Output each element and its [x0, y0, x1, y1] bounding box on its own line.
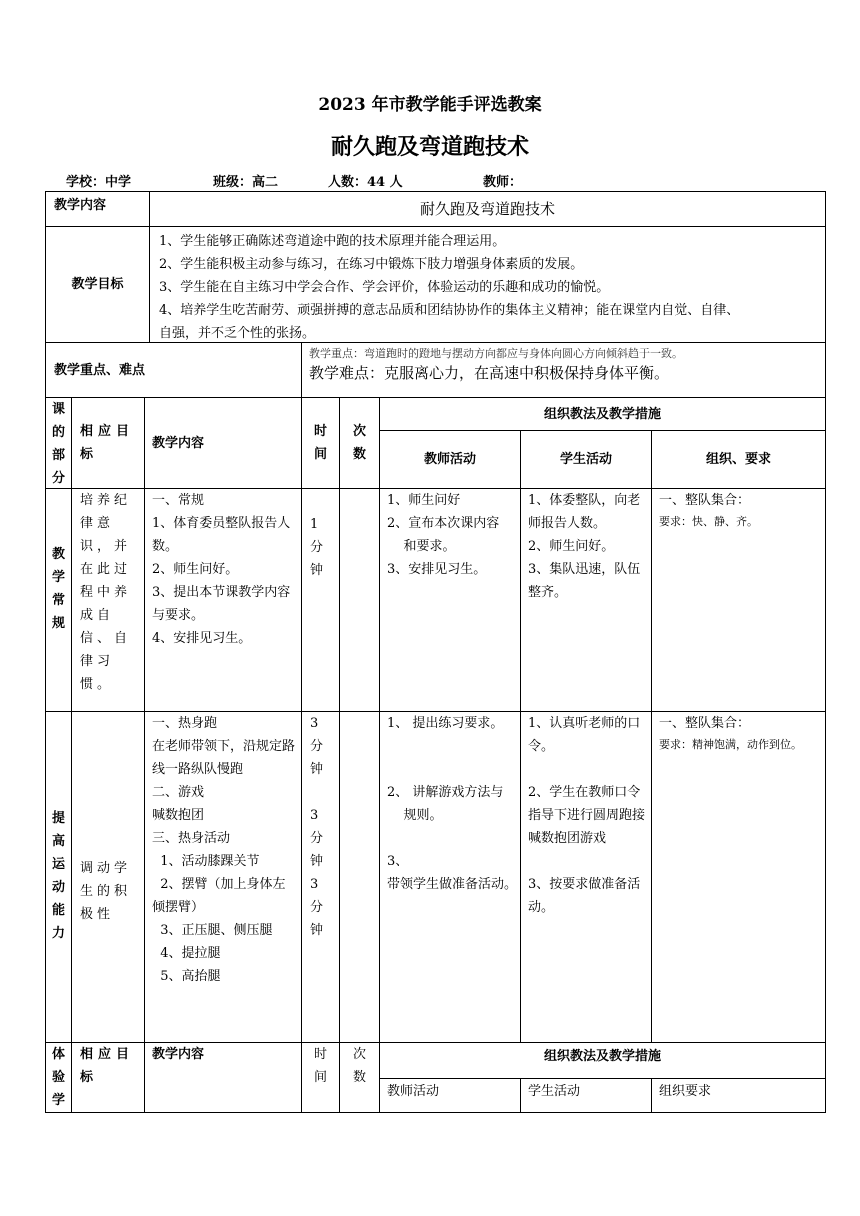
goal-item: 3、学生能在自主练习中学会合作、学会评价，体验运动的乐趣和成功的愉悦。: [159, 280, 610, 295]
section2-count: [340, 712, 379, 1042]
section3-require: 组织要求: [659, 1084, 712, 1099]
content-label: 教学内容: [54, 198, 107, 213]
section2-require-title: 一、整队集合：: [659, 716, 751, 731]
header-time: 时间: [313, 424, 327, 462]
section2-teacher: 1、 提出练习要求。 2、 讲解游戏方法与 规则。 3、 带领学生做准备活动。: [387, 716, 518, 892]
section1-require-title: 一、整队集合：: [659, 493, 751, 508]
section1-require-note: 要求：快、静、齐。: [659, 515, 758, 528]
section2-content: 一、热身跑 在老师带领下，沿规定路线一路纵队慢跑 二、游戏 喊数抱团 三、热身活动 1、活动膝踝关节 2、摆臂（加上身体左倾摆臂） 3、正压腿、侧压腿 4、提拉腿 5、高抬腿: [152, 716, 296, 984]
header-org: 组织教法及教学措施: [543, 407, 661, 422]
class-label: 班级：高二: [213, 175, 279, 190]
header-require: 组织、要求: [705, 452, 771, 467]
key-focus-text: 教学重点：弯道跑时的蹬地与摆动方向都应与身体向圆心方向倾斜趋于一致。: [309, 347, 683, 360]
goal-item: 2、学生能积极主动参与练习，在练习中锻炼下肢力增强身体素质的发展。: [159, 257, 584, 272]
page-title: 2023 年市教学能手评选教案: [318, 95, 542, 115]
goals-list: [150, 227, 825, 342]
header-teacher: 教师活动: [423, 452, 476, 467]
section2-student: 1、认真听老师的口令。 2、学生在教师口令指导下进行圆周跑接喊数抱团游戏 3、按要求做准备活动。: [528, 716, 646, 915]
header-goal: 相应目标: [80, 424, 135, 462]
section3-teacher: 教师活动: [387, 1084, 440, 1099]
section1-time: 1 分 钟: [310, 517, 324, 578]
section1-student: 1、体委整队，向老师报告人数。 2、师生问好。 3、集队迅速，队伍整齐。: [528, 493, 641, 600]
goal-item: 1、学生能够正确陈述弯道途中跑的技术原理并能合理运用。: [159, 234, 506, 249]
header-student: 学生活动: [559, 452, 612, 467]
section3-content: 教学内容: [152, 1047, 205, 1062]
header-content: 教学内容: [152, 436, 205, 451]
section3-org: 组织教法及教学措施: [543, 1049, 661, 1064]
section1-count: [340, 489, 379, 711]
lesson-title: 耐久跑及弯道跑技术: [330, 134, 529, 160]
header-count: 次数: [352, 424, 366, 462]
goal-item: 4、培养学生吃苦耐劳、顽强拼搏的意志品质和团结协协作的集体主义精神；能在课堂内自觉、自律、: [159, 303, 740, 318]
section3-goal: 相应目标: [80, 1047, 135, 1085]
count-label: 人数：44 人: [328, 175, 403, 190]
goals-label: 教学目标: [71, 277, 124, 292]
key-points-label: 教学重点、难点: [54, 362, 146, 378]
section2-require-note: 要求：精神饱满，动作到位。: [659, 738, 802, 751]
teacher-label: 教师：: [483, 175, 523, 190]
section1-part: 教学常规: [51, 547, 65, 631]
section1-goal: 培养纪律意识，并在此过程中养成自信、自律习惯。: [80, 493, 132, 692]
section3-time: 时间: [313, 1047, 327, 1085]
section2-goal: 调动学生的积极性: [80, 861, 132, 922]
section3-student: 学生活动: [528, 1084, 581, 1099]
section2-time: 3 分 钟 3 分 钟 3 分 钟: [310, 716, 324, 938]
school-label: 学校：中学: [66, 175, 132, 190]
key-difficulty-text: 教学难点：克服离心力，在高速中积极保持身体平衡。: [309, 364, 670, 382]
section3-part: 体验学: [51, 1047, 65, 1108]
section2-require: [652, 712, 825, 1042]
header-part: 课的部分: [51, 402, 65, 486]
section1-content: 一、常规 1、体育委员整队报告人数。 2、师生问好。 3、提出本节课教学内容与要求。 4、安排见习生。: [152, 493, 291, 646]
section1-teacher: 1、师生问好 2、宣布本次课内容 和要求。 3、安排见习生。: [387, 493, 500, 577]
key-points-cell: [302, 343, 825, 397]
section2-part: 提高运动能力: [51, 811, 65, 941]
content-value: 耐久跑及弯道跑技术: [419, 200, 555, 218]
section3-count: 次数: [352, 1047, 366, 1085]
goal-item: 自强，并不乏个性的张扬。: [159, 326, 316, 341]
section1-require: [652, 489, 825, 711]
